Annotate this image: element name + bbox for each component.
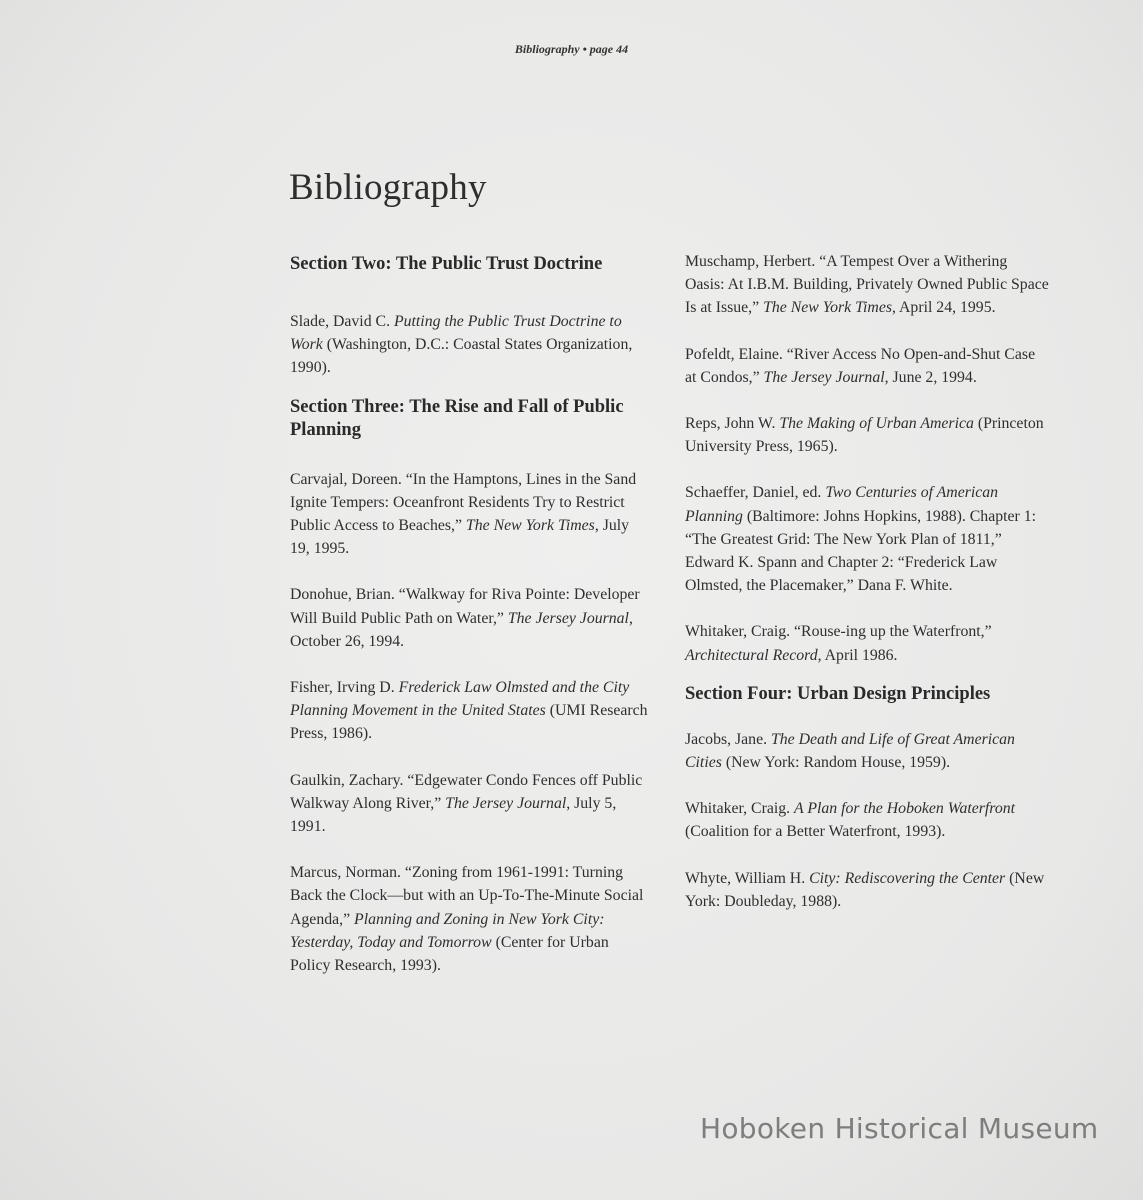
bib-entry-carvajal: Carvajal, Doreen. “In the Hamptons, Lines in the Sand Ignite Tempers: Oceanfront Residents Try to Restrict Public Access to Beaches,” The New York Times, July 19, 1995. — [290, 470, 637, 558]
bib-entry-whitaker-rouse: Whitaker, Craig. “Rouse-ing up the Waterfront,” Architectural Record, April 1986. — [685, 623, 992, 664]
running-head: Bibliography • page 44 — [514, 42, 629, 56]
bib-entry-gaulkin: Gaulkin, Zachary. “Edgewater Condo Fences off Public Walkway Along River,” The Jersey Journal, July 5, 1991. — [290, 771, 643, 836]
bib-entry-muschamp: Muschamp, Herbert. “A Tempest Over a Withering Oasis: At I.B.M. Building, Privately Owned Public Space Is at Issue,” The New York Times, April 24, 1995. — [685, 253, 1049, 317]
section-two-heading: Section Two: The Public Trust Doctrine — [290, 254, 603, 274]
section-four-heading: Section Four: Urban Design Principles — [685, 683, 991, 704]
bib-entry-jacobs: Jacobs, Jane. The Death and Life of Great American Cities (New York: Random House, 1959). — [685, 730, 1015, 772]
bib-entry-reps: Reps, John W. The Making of Urban America (Princeton University Press, 1965). — [685, 415, 1044, 456]
bib-entry-slade: Slade, David C. Putting the Public Trust Doctrine to Work (Washington, D.C.: Coastal States Organization, 1990). — [290, 313, 633, 377]
section-three-heading: Section Three: The Rise and Fall of Public Planning — [290, 396, 624, 440]
bib-entry-schaeffer: Schaeffer, Daniel, ed. Two Centuries of American Planning (Baltimore: Johns Hopkins, 1988). Chapter 1: “The Greatest Grid: The New York Plan of 1811,” Edward K. Spann and Chapter 2: “Frederick Law Olmsted, the Placemaker,” Dana F. White. — [685, 484, 1037, 595]
bib-entry-pofeldt: Pofeldt, Elaine. “River Access No Open-and-Shut Case at Condos,” The Jersey Journal, June 2, 1994. — [685, 345, 1036, 386]
bib-entry-marcus: Marcus, Norman. “Zoning from 1961-1991: Turning Back the Clock—but with an Up-To-The-Minute Social Agenda,” Planning and Zoning in New York City: Yesterday, Today and Tomorrow (Center for Urban Policy Research, 1993). — [290, 864, 644, 975]
left-column — [290, 253, 650, 1000]
bib-entry-whyte: Whyte, William H. City: Rediscovering the Center (New York: Doubleday, 1988). — [685, 869, 1045, 910]
museum-watermark: Hoboken Historical Museum — [700, 1112, 1099, 1145]
page-title: Bibliography — [289, 167, 487, 208]
bib-entry-whitaker-plan: Whitaker, Craig. A Plan for the Hoboken Waterfront (Coalition for a Better Waterfront, 1993). — [685, 800, 1016, 841]
right-column — [685, 250, 1050, 936]
bib-entry-donohue: Donohue, Brian. “Walkway for Riva Pointe: Developer Will Build Public Path on Water,” The Jersey Journal, October 26, 1994. — [290, 586, 640, 650]
bib-entry-fisher: Fisher, Irving D. Frederick Law Olmsted and the City Planning Movement in the United States (UMI Research Press, 1986). — [290, 679, 648, 743]
